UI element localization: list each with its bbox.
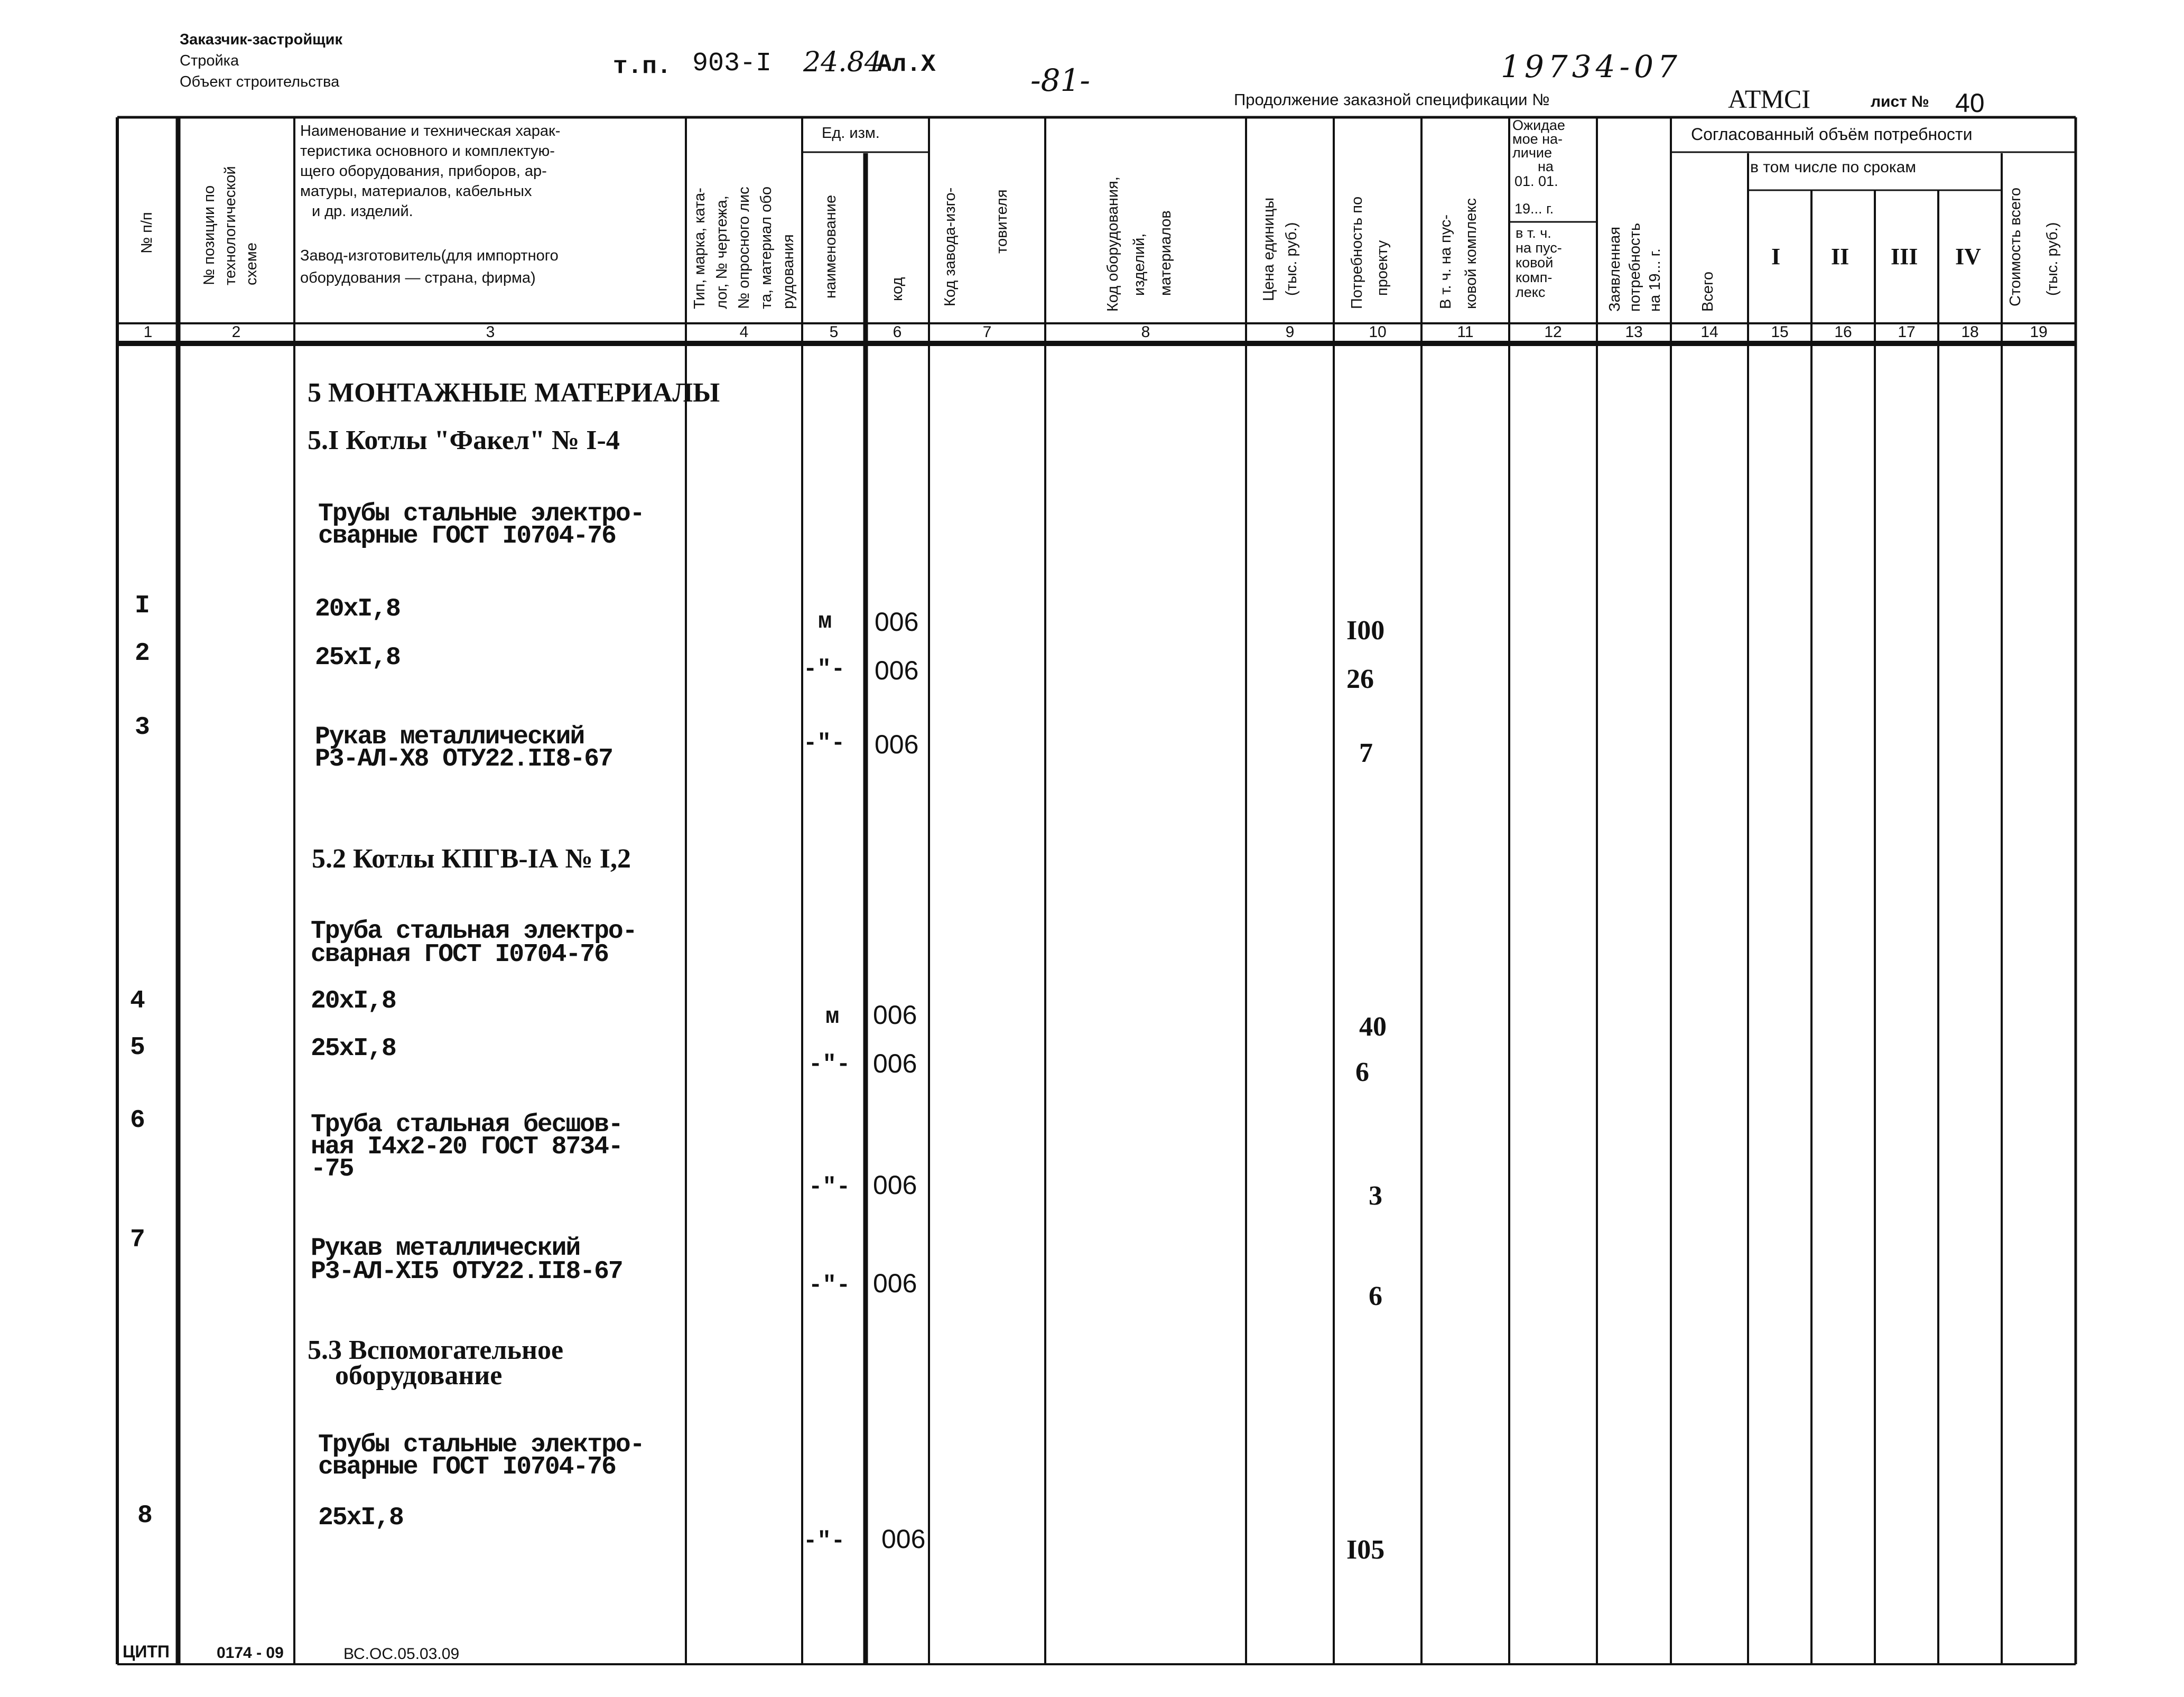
project-number: 903-I: [692, 49, 772, 79]
header-col9-line2: (тыс. руб.): [1283, 222, 1300, 296]
row-7-unit: -"-: [808, 1272, 851, 1299]
header-agreed-group: Согласованный объём потребности: [1691, 125, 1973, 144]
col-number-1: 1: [143, 323, 153, 341]
header-col11-line1: В т. ч. на пус-: [1437, 214, 1454, 309]
header-col9-line1: Цена единицы: [1260, 197, 1277, 301]
header-col4-line3: № опросного лис: [736, 187, 752, 309]
sheet-label: лист №: [1871, 93, 1929, 110]
sheet-number: 40: [1955, 88, 1985, 118]
header-col5: наименование: [822, 194, 839, 299]
construction-label: Стройка: [180, 52, 239, 69]
row-3-unit: -"-: [803, 730, 845, 757]
section-5-title: 5 МОНТАЖНЫЕ МАТЕРИАЛЫ: [308, 378, 720, 408]
header-col2-line1: № позиции по: [201, 185, 218, 285]
header-col8-line2: изделий,: [1131, 233, 1148, 296]
section-5-1-title: 5.I Котлы "Факел" № I-4: [308, 425, 620, 455]
row-2-name: 25хI,8: [315, 644, 400, 672]
header-col12-top-4: на: [1538, 158, 1554, 174]
col-number-8: 8: [1141, 323, 1150, 341]
row-2-qty: 26: [1346, 664, 1374, 694]
footer-org: ЦИТП: [123, 1642, 170, 1661]
header-col4-line1: Тип, марка, ката-: [691, 188, 708, 309]
header-col12-top-2: мое на-: [1512, 131, 1563, 147]
row-8-unit: -"-: [803, 1528, 845, 1554]
col-number-12: 12: [1544, 323, 1562, 341]
row-7-number: 7: [130, 1226, 145, 1254]
header-by-terms: в том числе по срокам: [1750, 158, 1916, 176]
row-5-code: 006: [873, 1049, 917, 1078]
header-col4-line5: рудования: [780, 234, 797, 309]
header-col12-bottom-3: ковой: [1516, 255, 1554, 271]
row-2-code: 006: [875, 656, 919, 685]
header-col4-line2: лог, № чертежа,: [713, 195, 730, 309]
col-number-2: 2: [231, 323, 241, 341]
footer-code-2: ВС.ОС.05.03.09: [343, 1645, 460, 1663]
row-4-number: 4: [130, 987, 145, 1015]
header-col6: код: [889, 277, 906, 301]
customer-label: Заказчик-застройщик: [180, 31, 342, 48]
header-col12-bottom-2: на пус-: [1516, 240, 1562, 256]
header-col12-bottom-5: лекс: [1516, 284, 1546, 300]
header-col8-line3: материалов: [1157, 210, 1174, 296]
header-col15: I: [1771, 244, 1781, 269]
header-col3-line3: щего оборудования, приборов, ар-: [300, 163, 547, 180]
row-3-name-line2: Р3-АЛ-Х8 ОТУ22.II8-67: [315, 745, 612, 773]
row-1-qty: I00: [1346, 616, 1385, 646]
header-col1: № п/п: [138, 212, 155, 254]
section-5-2-title: 5.2 Котлы КПГВ-IА № I,2: [312, 844, 631, 874]
header-col16: II: [1831, 244, 1850, 269]
row-7-name-line1: Рукав металлический: [311, 1234, 580, 1263]
section-5-3-group-line1: Трубы стальные электро-: [318, 1431, 644, 1459]
row-8-name: 25хI,8: [318, 1504, 403, 1532]
order-handwritten: 19734-07: [1501, 49, 1681, 85]
header-col12-bottom-4: комп-: [1516, 269, 1553, 285]
col-number-4: 4: [739, 323, 749, 341]
col-number-13: 13: [1625, 323, 1643, 341]
row-6-name-line1: Труба стальная бесшов-: [311, 1111, 622, 1139]
header-unit-group: Ед. изм.: [822, 125, 880, 142]
row-5-unit: -"-: [808, 1051, 851, 1078]
header-col13-line2: потребность: [1627, 222, 1643, 312]
section-5-1-group-line2: сварные ГОСТ I0704-76: [318, 522, 616, 551]
header-col3-line6: Завод-изготовитель(для импортного: [300, 247, 559, 264]
row-6-name-line3: -75: [311, 1155, 354, 1183]
header-col12-bottom-1: в т. ч.: [1516, 225, 1551, 241]
header-col4-line4: та, материал обо: [758, 186, 775, 309]
col-number-11: 11: [1457, 323, 1474, 341]
header-col2-line3: схеме: [243, 243, 260, 285]
col-number-7: 7: [982, 323, 992, 341]
col-number-3: 3: [486, 323, 495, 341]
row-8-qty: I05: [1346, 1535, 1385, 1565]
row-6-unit: -"-: [808, 1174, 851, 1200]
header-col19-line1: Стоимость всего: [2007, 187, 2024, 306]
row-3-number: 3: [135, 713, 150, 742]
header-col12-top-5: 01. 01.: [1514, 173, 1558, 189]
row-3-name-line1: Рукав металлический: [315, 723, 584, 751]
row-5-number: 5: [130, 1033, 145, 1062]
row-2-unit: -"-: [803, 656, 845, 683]
header-col13-line1: Заявленная: [1606, 226, 1623, 312]
header-col12-top-1: Ожидае: [1512, 117, 1565, 133]
header-col3-line1: Наименование и техническая харак-: [300, 123, 561, 139]
header-col8-line1: Код оборудования,: [1104, 176, 1121, 312]
col-number-9: 9: [1285, 323, 1295, 341]
row-8-number: 8: [137, 1502, 153, 1530]
row-1-number: I: [135, 592, 150, 620]
row-6-number: 6: [130, 1106, 145, 1135]
project-handwritten: 24.84: [803, 46, 882, 78]
object-label: Объект строительства: [180, 73, 340, 90]
header-col7-line2: товителя: [993, 189, 1010, 254]
row-3-qty: 7: [1359, 738, 1373, 768]
header-col2-line2: технологической: [222, 166, 239, 285]
row-1-code: 006: [875, 607, 919, 637]
col-number-19: 19: [2030, 323, 2048, 341]
col-number-16: 16: [1834, 323, 1852, 341]
row-4-name: 20хI,8: [311, 987, 396, 1015]
header-col13-line3: на 19... г.: [1647, 248, 1663, 312]
spec-title: Продолжение заказной спецификации №: [1234, 90, 1550, 109]
header-col3-line2: теристика основного и комплектую-: [300, 143, 555, 160]
spec-code: АТМСI: [1728, 84, 1811, 114]
header-col12-top-3: личие: [1512, 145, 1553, 161]
section-5-1-group-line1: Трубы стальные электро-: [318, 500, 644, 528]
page-mark: -81-: [1030, 62, 1090, 98]
header-col11-line2: ковой комплекс: [1463, 198, 1480, 309]
header-col10-line1: Потребность по: [1349, 196, 1365, 309]
row-1-unit: м: [818, 609, 832, 635]
row-7-name-line2: Р3-АЛ-ХI5 ОТУ22.II8-67: [311, 1257, 622, 1286]
col-number-10: 10: [1369, 323, 1387, 341]
row-1-name: 20хI,8: [315, 595, 400, 623]
header-col17: III: [1891, 244, 1918, 269]
header-col10-line2: проекту: [1374, 240, 1391, 296]
row-7-qty: 6: [1369, 1281, 1382, 1311]
col-number-6: 6: [893, 323, 902, 341]
project-prefix: т.п.: [613, 53, 672, 80]
row-5-name: 25хI,8: [311, 1034, 396, 1063]
header-col18: IV: [1955, 244, 1981, 269]
row-4-unit: м: [825, 1004, 840, 1030]
header-col19-line2: (тыс. руб.): [2044, 222, 2061, 296]
footer-code-1: 0174 - 09: [217, 1644, 284, 1662]
row-6-qty: 3: [1369, 1181, 1382, 1211]
row-4-qty: 40: [1359, 1012, 1387, 1042]
header-col3-line4: матуры, материалов, кабельных: [300, 183, 532, 200]
header-col3-line5: и др. изделий.: [312, 203, 413, 220]
header-col7-line1: Код завода-изго-: [942, 187, 959, 306]
section-5-3-group-line2: сварные ГОСТ I0704-76: [318, 1453, 616, 1481]
col-number-15: 15: [1771, 323, 1789, 341]
section-5-2-group-line2: сварная ГОСТ I0704-76: [311, 940, 608, 969]
header-col14: Всего: [1699, 271, 1716, 312]
section-5-3-title-line2: оборудование: [308, 1360, 503, 1391]
row-8-code: 006: [881, 1524, 926, 1554]
row-4-code: 006: [873, 1000, 917, 1030]
row-2-number: 2: [135, 639, 150, 668]
album-label: Ал.Х: [877, 51, 936, 78]
row-7-code: 006: [873, 1269, 917, 1298]
col-number-14: 14: [1700, 323, 1718, 341]
col-number-18: 18: [1961, 323, 1979, 341]
row-6-code: 006: [873, 1170, 917, 1200]
section-5-2-group-line1: Труба стальная электро-: [311, 917, 637, 946]
header-col3-line7: оборудования — страна, фирма): [300, 269, 536, 286]
row-6-name-line2: ная I4х2-20 ГОСТ 8734-: [311, 1133, 622, 1161]
col-number-5: 5: [829, 323, 839, 341]
section-5-3-title-line1: 5.3 Вспомогательное: [308, 1335, 564, 1365]
row-5-qty: 6: [1355, 1057, 1369, 1087]
header-col12-top-6: 19... г.: [1514, 201, 1554, 217]
row-3-code: 006: [875, 730, 919, 759]
col-number-17: 17: [1898, 323, 1916, 341]
